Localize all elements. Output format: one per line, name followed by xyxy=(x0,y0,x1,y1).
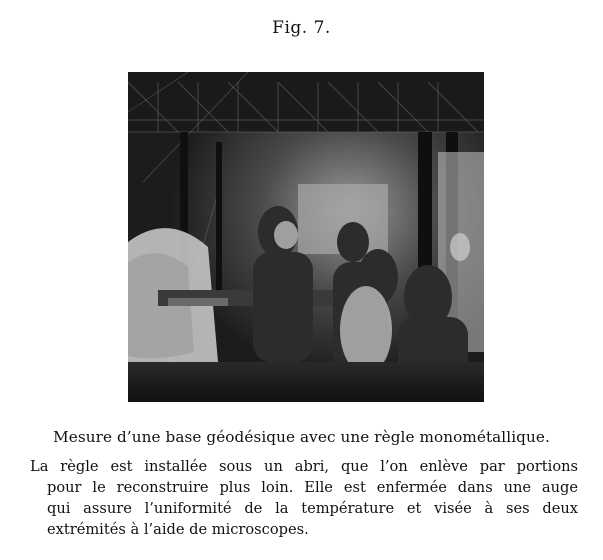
caption-body xyxy=(30,456,578,540)
caption-title: Mesure d’une base géodésique avec une règle monométallique. xyxy=(53,428,550,446)
photograph-illustration xyxy=(128,72,484,402)
caption-line: extrémités à l’aide de microscopes. xyxy=(47,521,309,538)
caption-line: La règle est installée sous un abri, que l’on enlève par portions xyxy=(30,458,578,475)
caption-line: qui assure l’uniformité de la température et visée à ses deux xyxy=(47,500,578,517)
figure-label: Fig. 7. xyxy=(272,18,331,38)
caption-line: pour le reconstruire plus loin. Elle est enfermée dans une auge xyxy=(47,479,578,496)
figure-photograph xyxy=(128,72,484,402)
